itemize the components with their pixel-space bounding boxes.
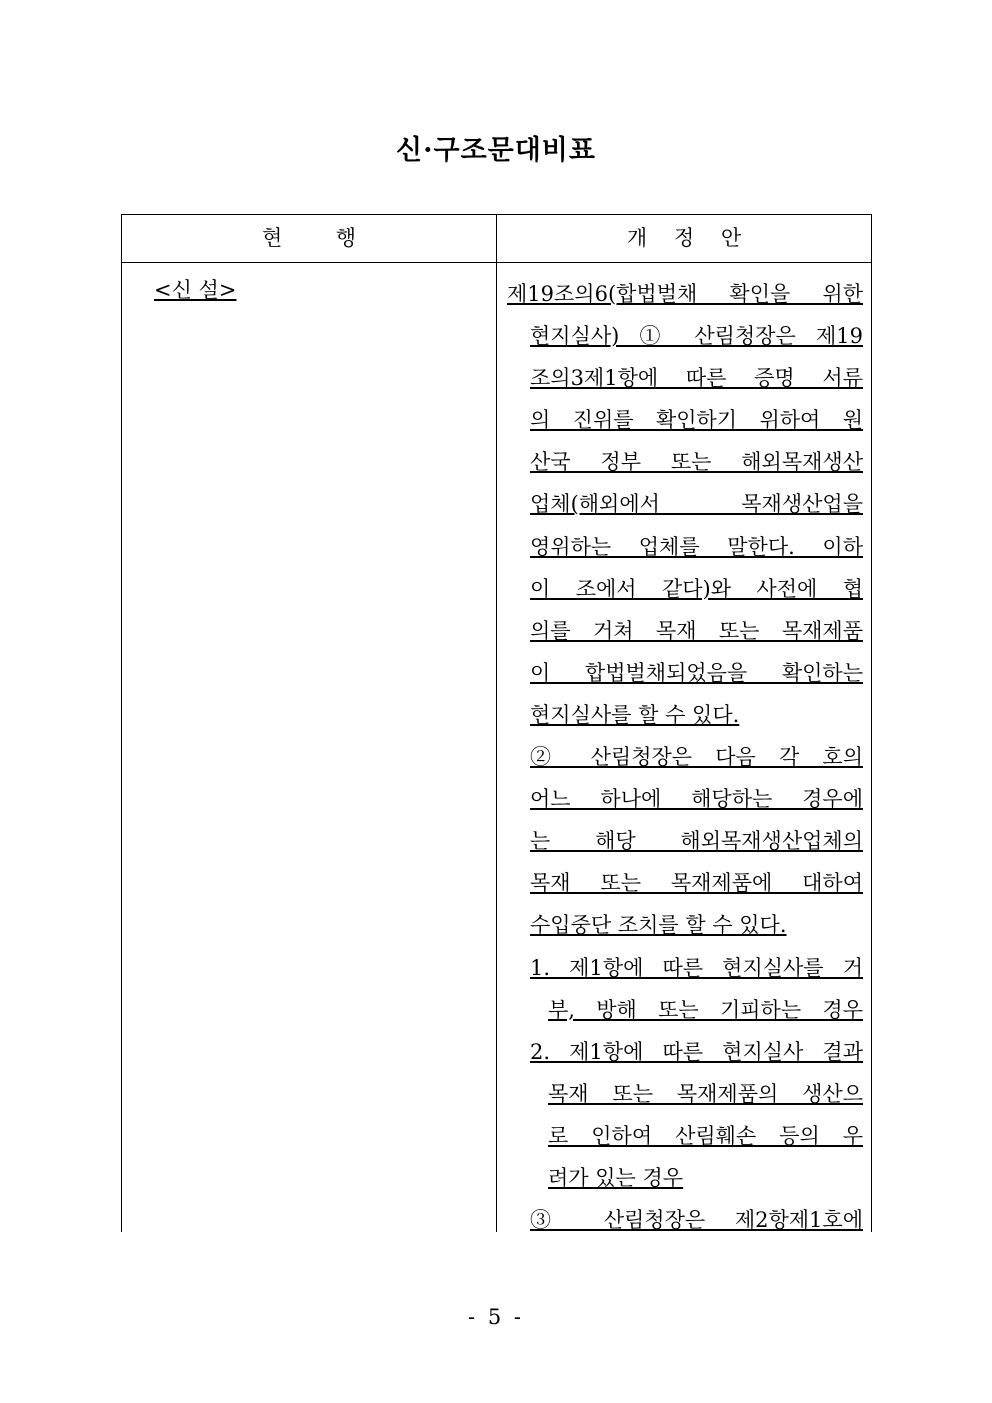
amendment-line-text: 의 진위를 확인하기 위하여 원 — [530, 408, 863, 433]
amendment-line — [507, 610, 863, 652]
page-number: - 5 - — [468, 1305, 524, 1329]
header-amendment: 개 정 안 — [626, 226, 742, 250]
amendment-line-text: 업체(해외에서 목재생산업을 — [530, 492, 863, 517]
amendment-line — [507, 904, 863, 946]
column-divider — [496, 215, 497, 1232]
amendment-line — [507, 273, 863, 315]
current-text: <신 설> — [154, 278, 237, 302]
amendment-line — [507, 694, 863, 736]
amendment-text — [507, 273, 863, 1241]
amendment-line-text: 부, 방해 또는 기피하는 경우 — [548, 997, 863, 1022]
amendment-line-text: 는 해당 해외목재생산업체의 — [530, 829, 863, 854]
amendment-line-text: 목재 또는 목재제품에 대하여 — [530, 871, 863, 896]
amendment-line — [507, 357, 863, 399]
amendment-line — [507, 989, 863, 1031]
amendment-line-text: 어느 하나에 해당하는 경우에 — [530, 787, 863, 812]
amendment-line-text: ③ 산림청장은 제2항제1호에 — [530, 1208, 863, 1233]
amendment-line-text: 영위하는 업체를 말한다. 이하 — [530, 534, 863, 559]
amendment-line — [507, 1157, 863, 1199]
amendment-line — [507, 778, 863, 820]
comparison-table — [121, 214, 872, 1232]
amendment-line — [507, 568, 863, 610]
amendment-line — [507, 315, 863, 357]
amendment-line-text: 이 합법벌채되었음을 확인하는 — [530, 660, 863, 685]
amendment-line — [507, 820, 863, 862]
amendment-line — [507, 736, 863, 778]
amendment-line-text: 려가 있는 경우 — [548, 1165, 684, 1190]
amendment-line-text: 이 조에서 같다)와 사전에 협 — [530, 576, 863, 601]
amendment-line-text: 현지실사를 할 수 있다. — [530, 702, 740, 727]
header-current: 현 행 — [262, 226, 356, 250]
amendment-line — [507, 1073, 863, 1115]
amendment-line — [507, 862, 863, 904]
amendment-line-text: 로 인하여 산림훼손 등의 우 — [548, 1123, 863, 1148]
amendment-line-text: 목재 또는 목재제품의 생산으 — [548, 1081, 863, 1106]
document-title: 신·구조문대비표 — [396, 135, 596, 166]
amendment-line — [507, 526, 863, 568]
amendment-line — [507, 399, 863, 441]
amendment-line-text: 수입중단 조치를 할 수 있다. — [530, 913, 787, 938]
amendment-line-text: 산국 정부 또는 해외목재생산 — [530, 450, 863, 475]
amendment-line-text: 현지실사) ① 산림청장은 제19 — [530, 324, 863, 349]
amendment-line-text: 1. 제1항에 따른 현지실사를 거 — [530, 955, 863, 980]
amendment-line-text: 의를 거쳐 목재 또는 목재제품 — [530, 618, 863, 643]
amendment-line — [507, 1031, 863, 1073]
amendment-line — [507, 947, 863, 989]
amendment-line-text: ② 산림청장은 다음 각 호의 — [530, 745, 863, 770]
amendment-line-text: 조의3제1항에 따른 증명 서류 — [530, 366, 863, 391]
amendment-line-text: 2. 제1항에 따른 현지실사 결과 — [530, 1039, 863, 1064]
amendment-line — [507, 1115, 863, 1157]
amendment-line — [507, 483, 863, 525]
amendment-line — [507, 441, 863, 483]
amendment-line — [507, 1199, 863, 1241]
amendment-line-text: 제19조의6(합법벌채 확인을 위한 — [507, 282, 863, 306]
amendment-line — [507, 652, 863, 694]
